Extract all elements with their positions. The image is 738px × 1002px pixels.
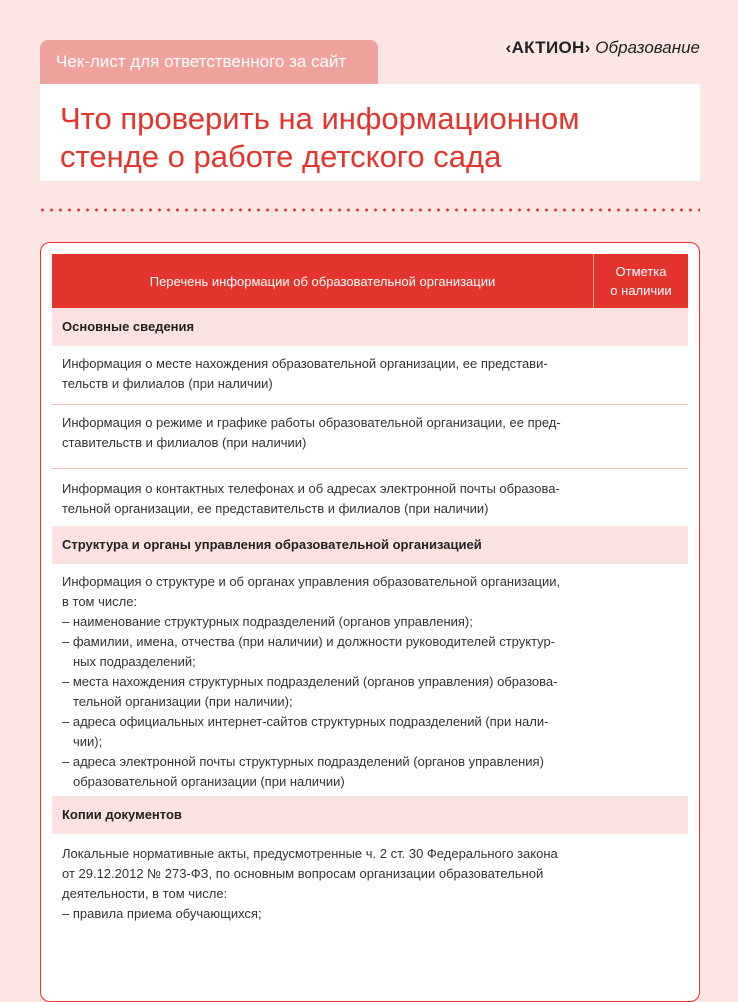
table-row: Информация о контактных телефонах и об адресах электронной почты образова- тельной организации, ее представительств и филиалов (при наличии)	[62, 481, 560, 516]
brand-subtitle: Образование	[595, 38, 700, 57]
title-line: Что проверить на информационном	[60, 101, 580, 136]
table-row: Информация о структуре и об органах управления образовательной организации, в том числе: – наименование структурных подразделений (органов управления); – фамилии, имена, отчества (при наличии) и должности руководителей структур- ных подразделений; – места нахождения структурных подразделений (органов управления) образова- тельной организации (при наличии); – адреса официальных интернет-сайтов структурных подразделений (при нали- чии); – адреса электронной почты структурных подразделений (органов управления) образовательной организации (при наличии)	[62, 574, 561, 789]
page-title	[60, 100, 680, 176]
mark-header-line: Отметка	[615, 264, 667, 279]
checklist-table	[52, 254, 688, 924]
mark-header-line: о наличии	[610, 283, 672, 298]
checklist-tag: Чек-лист для ответственного за сайт	[40, 40, 378, 84]
column-header-mark	[593, 254, 688, 308]
checklist-card	[40, 242, 700, 1002]
table-row: Информация о режиме и графике работы образовательной организации, ее пред- ставительств и филиалов (при наличии)	[52, 405, 688, 469]
section-documents: Копии документов	[52, 796, 688, 834]
column-header-info: Перечень информации об образовательной организации	[149, 273, 496, 289]
title-box	[40, 84, 700, 181]
table-header	[52, 254, 688, 308]
section-structure: Структура и органы управления образовательной организацией	[52, 526, 688, 564]
brand-logo	[506, 36, 700, 60]
title-line: стенде о работе детского сада	[60, 139, 502, 174]
table-row: Информация о месте нахождения образовательной организации, ее представи- тельств и филиалов (при наличии)	[52, 346, 688, 405]
brand-name: ‹АКТИОН›	[505, 38, 591, 57]
dotted-divider	[38, 207, 700, 213]
section-basic-info: Основные сведения	[52, 308, 688, 346]
table-row: Локальные нормативные акты, предусмотренные ч. 2 ст. 30 Федерального закона от 29.12.2012 № 273-ФЗ, по основным вопросам организации образовательной деятельности, в том числе: – правила приема обучающихся;	[62, 846, 558, 921]
